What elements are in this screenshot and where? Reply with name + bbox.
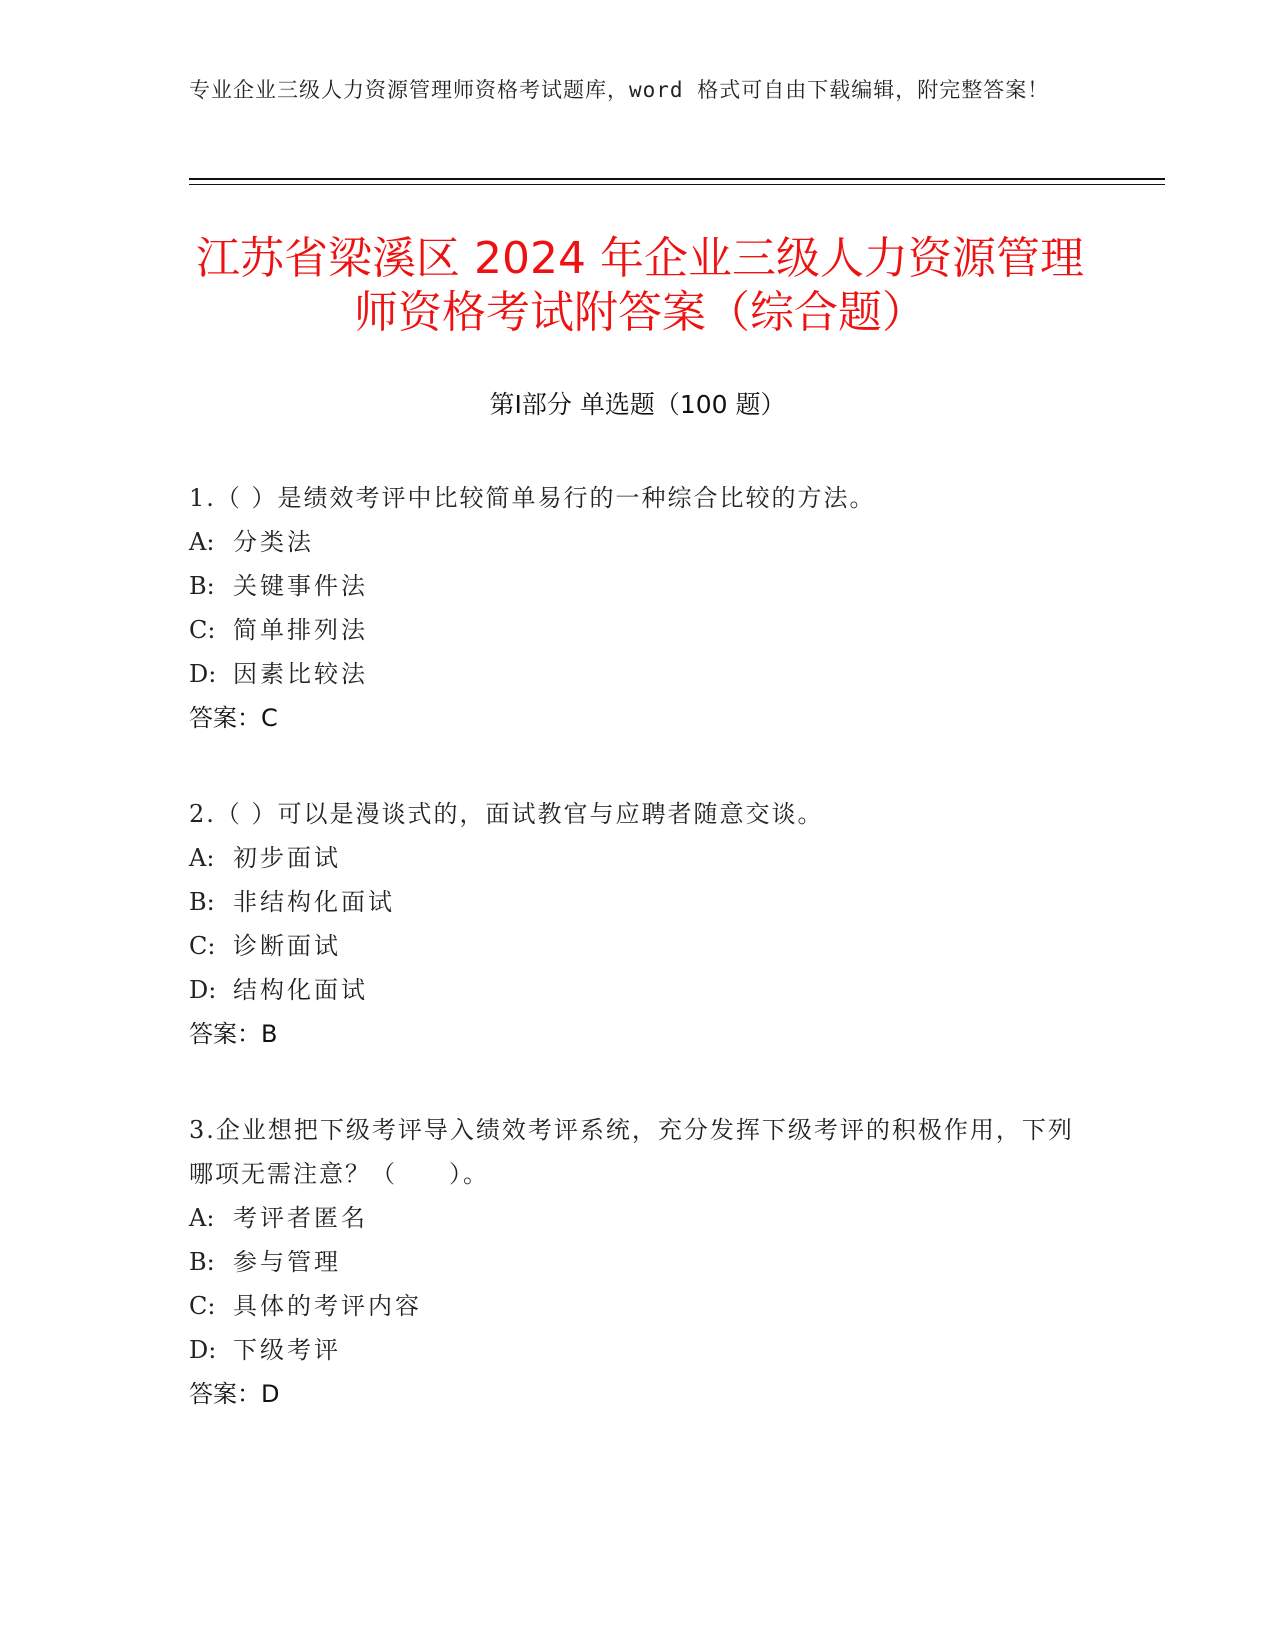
option-text: 参与管理 <box>233 1248 341 1276</box>
option-b <box>189 880 1089 924</box>
option-a <box>189 520 1089 564</box>
option-text: 非结构化面试 <box>233 888 395 916</box>
option-letter: C: <box>189 616 216 644</box>
option-letter: A: <box>189 528 215 556</box>
option-a <box>189 1196 1089 1240</box>
option-c <box>189 608 1089 652</box>
answer-line: 答案：D <box>189 1380 280 1408</box>
option-letter: C: <box>189 932 216 960</box>
option-letter: D: <box>189 660 217 688</box>
option-d <box>189 1328 1089 1372</box>
option-letter: A: <box>189 844 215 872</box>
option-letter: B: <box>189 572 215 600</box>
option-text: 具体的考评内容 <box>233 1292 422 1320</box>
header-note: 专业企业三级人力资源管理师资格考试题库，word 格式可自由下载编辑，附完整答案！ <box>189 78 1050 102</box>
option-letter: C: <box>189 1292 216 1320</box>
answer-line: 答案：C <box>189 704 278 732</box>
title-line-1: 江苏省梁溪区 2024 年企业三级人力资源管理 <box>196 233 1084 284</box>
question-2 <box>189 792 1089 1056</box>
option-text: 考评者匿名 <box>233 1204 368 1232</box>
answer-line: 答案：B <box>189 1020 278 1048</box>
question-stem: 3.企业想把下级考评导入绩效考评系统，充分发挥下级考评的积极作用，下列哪项无需注意？（ ）。 <box>189 1116 1074 1188</box>
option-d <box>189 968 1089 1012</box>
question-stem: 2.（ ）可以是漫谈式的，面试教官与应聘者随意交谈。 <box>189 800 824 828</box>
option-c <box>189 924 1089 968</box>
option-text: 简单排列法 <box>233 616 368 644</box>
option-letter: B: <box>189 1248 215 1276</box>
question-3 <box>189 1108 1089 1416</box>
option-letter: B: <box>189 888 215 916</box>
option-letter: D: <box>189 976 217 1004</box>
option-text: 初步面试 <box>233 844 341 872</box>
header-divider-thin <box>189 184 1165 185</box>
option-a <box>189 836 1089 880</box>
option-text: 因素比较法 <box>233 660 368 688</box>
option-b <box>189 564 1089 608</box>
option-text: 结构化面试 <box>233 976 368 1004</box>
option-text: 下级考评 <box>233 1336 341 1364</box>
option-b <box>189 1240 1089 1284</box>
option-text: 诊断面试 <box>233 932 341 960</box>
option-letter: A: <box>189 1204 215 1232</box>
question-stem: 1.（ ）是绩效考评中比较简单易行的一种综合比较的方法。 <box>189 484 876 512</box>
title-line-2: 师资格考试附答案（综合题） <box>354 287 926 338</box>
header-divider-thick <box>189 178 1165 180</box>
option-d <box>189 652 1089 696</box>
document-title <box>180 232 1100 340</box>
question-1 <box>189 476 1089 740</box>
option-text: 分类法 <box>233 528 314 556</box>
option-c <box>189 1284 1089 1328</box>
option-letter: D: <box>189 1336 217 1364</box>
option-text: 关键事件法 <box>233 572 368 600</box>
section-heading: 第Ⅰ部分 单选题（100 题） <box>489 390 786 419</box>
